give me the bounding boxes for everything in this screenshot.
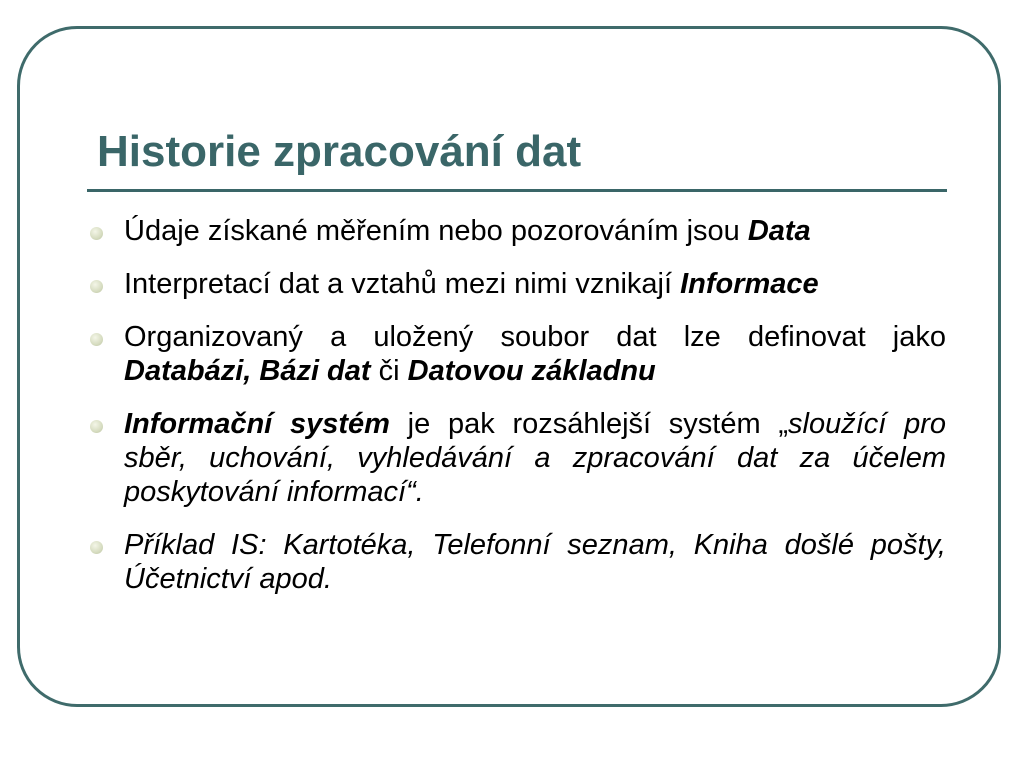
- bullet-text-normal: je pak rozsáhlejší systém „: [389, 408, 789, 440]
- bullet-text-emphasis: Informační systém: [124, 408, 390, 440]
- bullet-text-italic: Příklad IS: Kartotéka, Telefonní seznam, Kniha došlé pošty, Účetnictví apod.: [124, 529, 946, 595]
- bullet-text-emphasis: Databázi, Bázi dat: [124, 355, 371, 387]
- bullet-text-emphasis: Data: [747, 215, 811, 247]
- slide-title: Historie zpracování dat: [97, 127, 582, 176]
- bullet-text-normal: Organizovaný a uložený soubor dat lze definovat jako: [124, 321, 946, 353]
- bullet-text-quote: sloužící pro sběr, uchování, vyhledávání a zpracování dat za účelem poskytování informací“.: [124, 408, 946, 508]
- bullet-item: [90, 320, 946, 388]
- bullet-text-normal: či: [370, 355, 408, 387]
- title-underline: [87, 189, 947, 192]
- bullet-dot-icon: [90, 541, 103, 554]
- bullet-dot-icon: [90, 280, 103, 293]
- bullet-item: [90, 407, 946, 509]
- bullet-item: [90, 214, 946, 248]
- bullet-text-emphasis: Datovou základnu: [407, 355, 656, 387]
- bullet-text-normal: Údaje získané měřením nebo pozorováním jsou: [124, 215, 748, 247]
- bullet-text-emphasis: Informace: [680, 268, 819, 300]
- bullet-list: [90, 214, 946, 615]
- bullet-text-normal: Interpretací dat a vztahů mezi nimi vznikají: [124, 268, 681, 300]
- bullet-dot-icon: [90, 333, 103, 346]
- bullet-dot-icon: [90, 227, 103, 240]
- bullet-item: [90, 267, 946, 301]
- bullet-dot-icon: [90, 420, 103, 433]
- bullet-item: [90, 528, 946, 596]
